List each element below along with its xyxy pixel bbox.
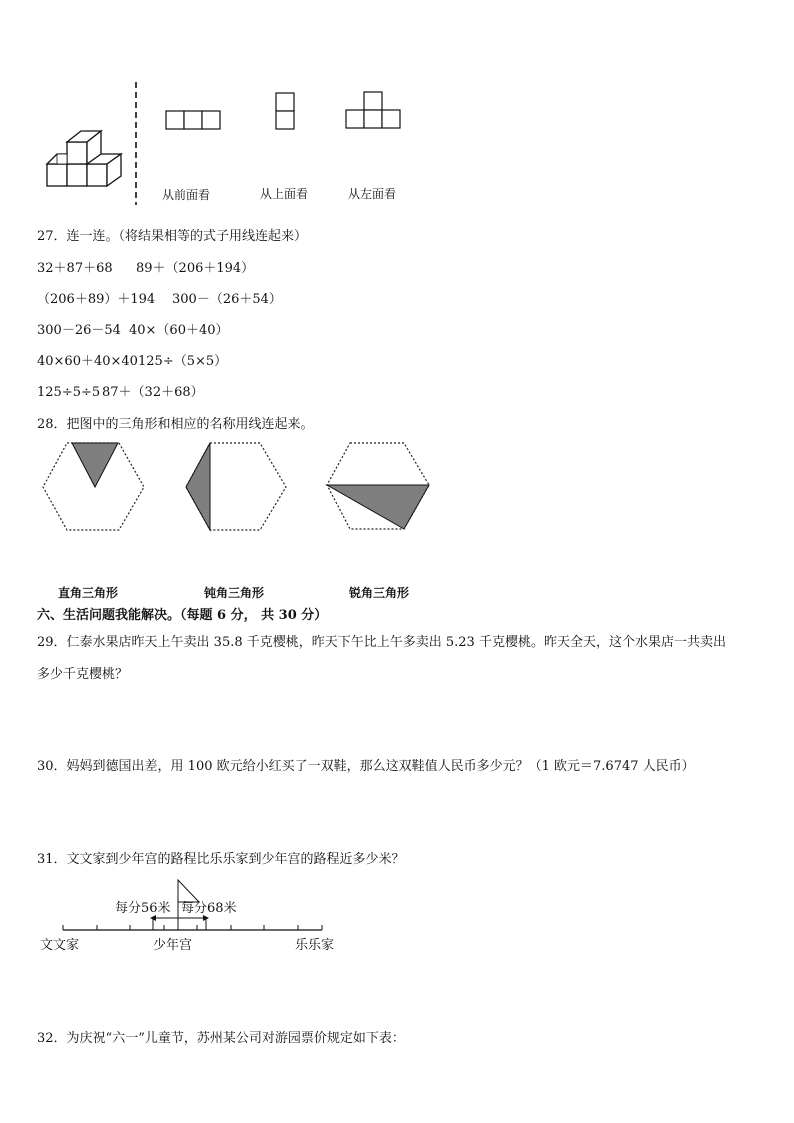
hexagon-1 bbox=[43, 443, 144, 530]
q28-name-2: 钝角三角形 bbox=[204, 586, 265, 600]
q27-row-1-right: 89＋（206＋194） bbox=[136, 261, 255, 276]
place-lele: 乐乐家 bbox=[295, 938, 335, 953]
q28-name-1: 直角三角形 bbox=[58, 586, 119, 600]
speed-right-label: 每分68米 bbox=[181, 901, 237, 916]
q27-row-3-right: 40×（60＋40） bbox=[129, 323, 229, 338]
top-view-label: 从上面看 bbox=[260, 187, 309, 201]
q27-row-3-left: 300－26－54 bbox=[37, 323, 121, 338]
q29-line-1: 29．仁泰水果店昨天上午卖出 35.8 千克樱桃，昨天下午比上午多卖出 5.23 千克樱桃。昨天全天，这个水果店一共卖出 bbox=[37, 635, 726, 650]
q27-row-2-left: （206＋89）＋194 bbox=[37, 292, 156, 307]
place-wenwen: 文文家 bbox=[40, 938, 80, 953]
top-view bbox=[276, 93, 294, 129]
shaded-triangle-2 bbox=[186, 443, 210, 530]
q28-title: 28．把图中的三角形和相应的名称用线连起来。 bbox=[37, 417, 314, 432]
left-view bbox=[346, 92, 400, 128]
q27-title: 27．连一连。（将结果相等的式子用线连起来） bbox=[37, 229, 308, 244]
front-view bbox=[166, 111, 220, 129]
q27-row-5-right: 87＋（32＋68） bbox=[102, 385, 204, 400]
q27-row-5-left: 125÷5÷5 bbox=[37, 385, 101, 400]
q29-line-2: 多少千克樱桃？ bbox=[37, 667, 129, 682]
q28-name-3: 锐角三角形 bbox=[349, 586, 410, 600]
q30-text: 30．妈妈到德国出差，用 100 欧元给小红买了一双鞋，那么这双鞋值人民币多少元？（1 欧元＝7.6747 人民币） bbox=[37, 759, 695, 774]
cube-stack bbox=[47, 131, 121, 186]
left-view-label: 从左面看 bbox=[348, 187, 397, 201]
q31-text: 31．文文家到少年宫的路程比乐乐家到少年宫的路程近多少米？ bbox=[37, 852, 405, 867]
hexagon-2 bbox=[186, 443, 286, 530]
hexagon-triangles-figure bbox=[0, 440, 794, 540]
flag-icon bbox=[178, 880, 199, 902]
place-shaoniangong: 少年宫 bbox=[153, 938, 193, 953]
front-view-label: 从前面看 bbox=[162, 188, 211, 202]
q32-text: 32．为庆祝“六一”儿童节，苏州某公司对游园票价规定如下表： bbox=[37, 1031, 405, 1046]
hexagon-3 bbox=[327, 443, 429, 529]
q27-row-4-right: 125÷（5×5） bbox=[138, 354, 228, 369]
section-6-title: 六、生活问题我能解决。（每题 6 分， 共 30 分） bbox=[37, 608, 328, 623]
speed-left-label: 每分56米 bbox=[115, 901, 171, 916]
q27-row-2-right: 300－（26＋54） bbox=[172, 292, 282, 307]
cube-stack-figure bbox=[0, 0, 794, 220]
q27-row-4-left: 40×60＋40×40 bbox=[37, 354, 138, 369]
q27-row-1-left: 32＋87＋68 bbox=[37, 261, 113, 276]
